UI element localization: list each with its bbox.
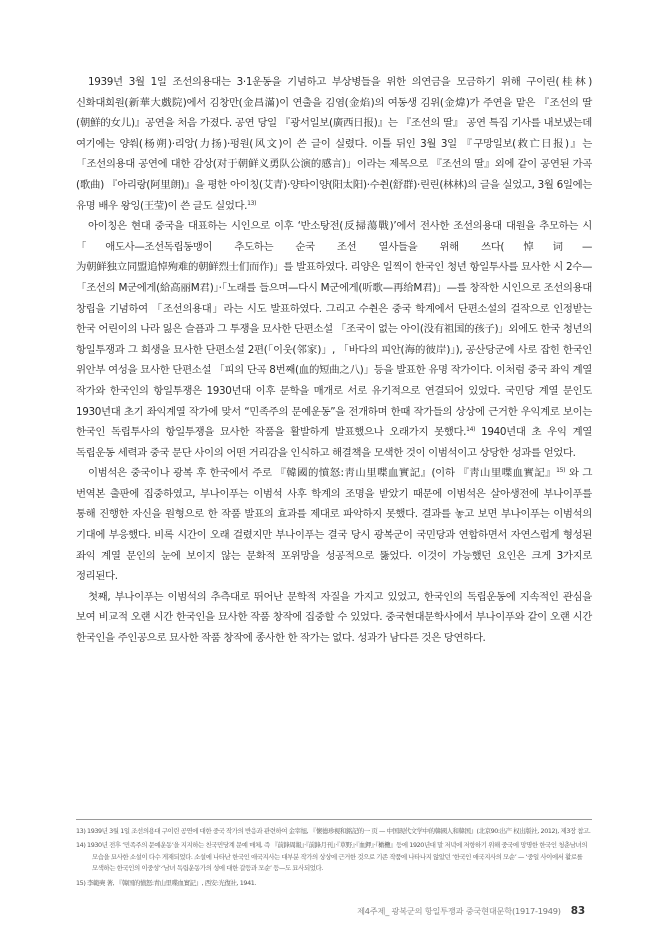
footnotes — [76, 826, 592, 892]
footnote-reference[interactable]: 15) — [556, 467, 566, 475]
paragraph-text: 1939년 3월 1일 조선의용대는 3·1운동을 기념하고 부상병들을 위한 의연금을 모금하기 위해 구이린(桂林) 신화대희원(新華大戲院)에서 김창만(金昌滿)이 연출을 김염(金焰)의 여동생 김위(金煒)가 주연을 맡은 『조선의 딸(朝鮮的女儿)』공연을 처음 가졌다. 공연 당일 『광서일보(廣西日报)』는 『조선의 딸』 공연 특집 기사를 내보냈는데 여기에는 양쒀(杨朔)·리앙(力扬)·펑원(风文)이 쓴 글이 실렸다. 이틀 뒤인 3월 3일 『구망일보(救亡日报)』는 「조선의용대 공연에 대한 감상(对于朝鲜义勇队公演的感言)」이라는 제목으로 『조선의 딸』외에 같이 공연된 가곡(歌曲) 『아리랑(阿里朗)』을 평한 아이칭(艾青)·양타이양(阳太阳)·수췬(舒群)·린린(林林)의 글을 실었고, 3월 6일에는 유명 배우 왕잉(王莹)이 쓴 글도 실었다. — [76, 76, 592, 212]
body-paragraph — [76, 463, 592, 587]
footnote: 14) 1930년 전후 ‘민족주의 문예운동’을 지지하는 친국민당계 문예 매체, 즉 『前鋒周報』·『前鋒月刊』·『草野』·『血鉀』·『橄欖』등에 1920년대 말 저녁에 저항하기 위해 중국에 망명한 한국인 청춘남녀의 모습을 묘사한 소설이 다수 게재되었다. 소설에 나타난 한국인 애국지사는 대부분 작가의 상상에 근거한 것으로 기존 작품에 나타나지 않았던 ‘한국인 애국지사의 모순’ — ‘중일 사이에서 활로를 모색하는 한국인의 이중성’·‘남녀 독립운동가의 성에 대한 갈등과 모순’ 등—도 묘사되었다. — [76, 841, 588, 873]
paragraph-text: 1940년대 초 우익 계열 독립운동 세력과 중국 문단 사이의 어떤 거리감을 인식하고 해결책을 모색한 것이 이범석이고 상당한 성과를 얻었다. — [76, 426, 592, 459]
footnote: 13) 1939년 3월 1일 조선의용대 구이린 공연에 대한 중국 작가의 반응과 관련하여 金宰旭, 『懷德珍視和銘記的一 页 — 中国现代文学中的韓國人和韓国』(北京90:出产 权出版社, 2012), 제3장 참고. — [76, 827, 591, 835]
body-paragraph — [76, 72, 592, 216]
running-footer — [357, 905, 585, 917]
footnote-reference[interactable]: 14) — [466, 426, 476, 434]
paragraph-text: 첫째, 부나이푸는 이범석의 추측대로 뛰어난 문학적 자질을 가지고 있었고, 한국인의 독립운동에 지속적인 관심을 보여 비교적 오랜 시간 한국인을 묘사한 작품 창작에 집중할 수 있었다. 중국현대문학사에서 부나이푸와 같이 오랜 시간 한국인을 주인공으로 묘사한 작품 창작에 종사한 한 작가는 없다. 성과가 남다른 것은 당연하다. — [76, 590, 592, 645]
paragraph-text: 아이칭은 현대 중국을 대표하는 시인으로 이후 ‘반소탕전(反掃蕩戰)’에서 전사한 조선의용대 대원을 추모하는 시 「애도사—조선독립동맹이 추도하는 순국 조선 열사들을 위해 쓰다(悼词—为朝鲜独立同盟追悼殉难的朝鲜烈士们而作)」를 발표하였다. 리양은 일찍이 한국인 청년 항일투사를 묘사한 시 2수— 「조선의 M군에게(給高丽M君)」·「노래를 들으며—다시 M군에게(听歌—再给M君)」—를 창작한 시인으로 조선의용대 창립을 기념하여 「조선의용대」라는 시도 발표하였다. 그리고 수췬은 중국 학계에서 단편소설의 걸작으로 인정받는 한국 어린이의 나라 잃은 슬픔과 그 투쟁을 묘사한 단편소설 「조국이 없는 아이(没有祖国的孩子)」외에도 한국 청년의 항일투쟁과 그 희생을 묘사한 단편소설 2편(「이웃(邻家)」, 「바다의 피안(海的彼岸)」), 공산당군에 사로 잡힌 한국인 위안부 여성을 묘사한 단편소설 「피의 단곡 8번째(血的短曲之八)」등을 발표한 유명 작가이다. 이처럼 중국 좌익 계열 작가와 한국인의 항일투쟁은 1930년대 이후 문학을 매개로 서로 유기적으로 연결되어 있었다. 국민당 계열 문인도 1930년대 초기 좌익계열 작가에 맞서 “민족주의 문예운동”을 전개하며 한때 작가들의 상상에 근거한 우익계로 보이는 한국인 독립투사의 항일투쟁을 묘사한 작품을 활발하게 발표했으나 오래가지 못했다. — [76, 220, 592, 439]
body-paragraph — [76, 216, 592, 463]
footnote: 15) 李範奭 著, 『韓国的憤怒:青山里喋血實記』, 西安:光復社, 1941. — [76, 878, 257, 887]
footnote-divider — [76, 819, 592, 820]
paragraph-text: 이범석은 중국이나 광복 후 한국에서 주로 『韓國的憤怒:靑山里喋血實記』(이하 『靑山里喋血實記』 — [88, 467, 557, 480]
running-title: 제4주제_ 광복군의 항일투쟁과 중국현대문학(1917-1949) — [357, 906, 561, 916]
footnote-reference[interactable]: 13) — [247, 199, 257, 207]
paragraph-text: 와 그 번역본 출판에 집중하였고, 부나이푸는 이범석 사후 학계의 조명을 받았기 때문에 이범석은 살아생전에 부나이푸를 통해 진행한 자신을 원형으로 한 작품 발표의 효과를 제대로 파악하지 못했다. 결과를 놓고 보면 부나이푸는 이범석의 기대에 부응했다. 비록 시간이 오래 걸렸지만 부나이푸는 결국 당시 광복군이 국민당과 연합하면서 자연스럽게 형성된 좌익 계열 문인의 눈에 보이지 않는 문화적 포위망을 성공적으로 뚫었다. 이것이 가능했던 요인은 크게 3가지로 정리된다. — [76, 467, 593, 583]
body-text — [76, 72, 592, 649]
page-number: 83 — [570, 905, 585, 917]
body-paragraph — [76, 587, 592, 649]
